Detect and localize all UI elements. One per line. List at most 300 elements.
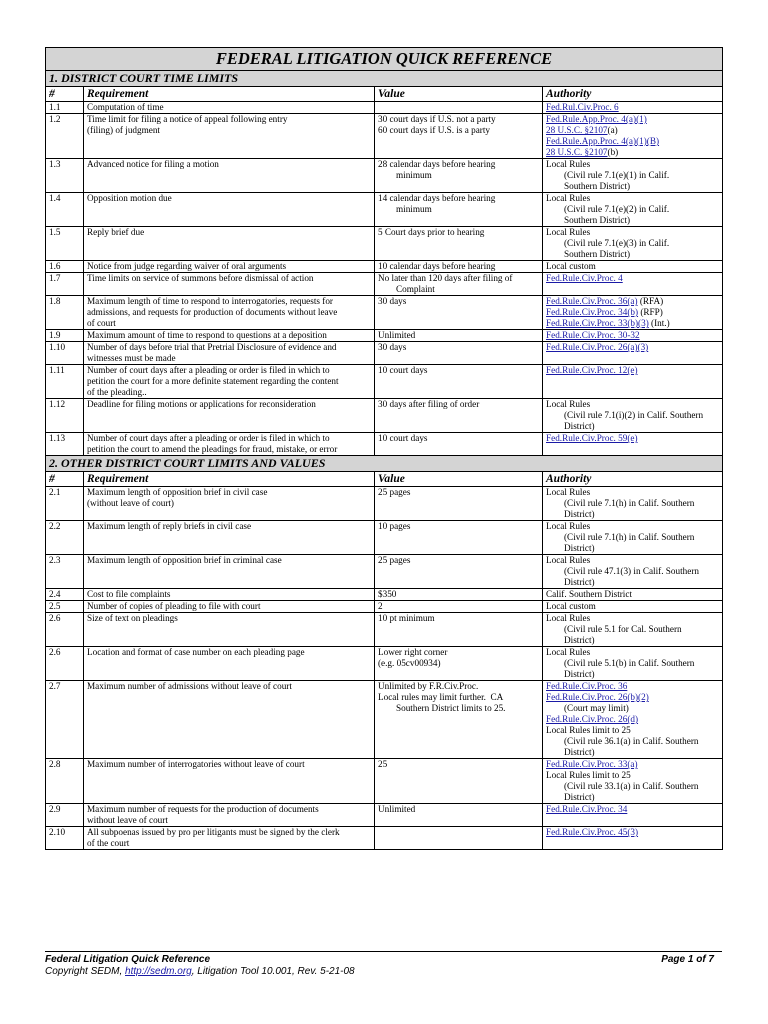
requirement-cell	[84, 555, 375, 589]
requirement-text: Time limit for filing a notice of appeal following entry	[87, 114, 288, 124]
authority-line	[546, 342, 719, 353]
authority-link[interactable]: Fed.Rule.Civ.Proc. 33(a)	[546, 759, 638, 769]
authority-cell	[543, 433, 723, 456]
authority-line	[546, 170, 719, 181]
authority-link[interactable]: Fed.Rule.App.Proc. 4(a)(1)	[546, 114, 647, 124]
table-row	[46, 330, 723, 342]
authority-cell	[543, 365, 723, 399]
requirement-cell	[84, 521, 375, 555]
table-row	[46, 521, 723, 555]
authority-line	[546, 487, 719, 498]
requirement-cell	[84, 681, 375, 759]
value-cell	[375, 399, 543, 433]
authority-cell	[543, 613, 723, 647]
authority-text: Local Rules	[546, 613, 591, 623]
authority-link[interactable]: Fed.Rule.App.Proc. 4(a)(1)(B)	[546, 136, 660, 146]
authority-suffix: (RFA)	[637, 296, 664, 306]
value-cell	[375, 601, 543, 613]
value-text: Southern District limits to 25.	[396, 703, 506, 713]
authority-line	[546, 792, 719, 803]
requirement-cell	[84, 296, 375, 330]
requirement-cell	[84, 102, 375, 114]
authority-line	[546, 566, 719, 577]
authority-line	[546, 125, 719, 136]
requirement-cell	[84, 114, 375, 159]
authority-line	[546, 703, 719, 714]
authority-line	[546, 159, 719, 170]
requirement-text: of court	[87, 318, 116, 328]
table-row	[46, 681, 723, 759]
authority-line	[546, 647, 719, 658]
requirement-text: Number of copies of pleading to file with court	[87, 601, 261, 611]
row-number: 1.10	[46, 342, 84, 365]
authority-link[interactable]: Fed.Rule.Civ.Proc. 26(b)(2)	[546, 692, 649, 702]
requirement-text: witnesses must be made	[87, 353, 176, 363]
requirement-text: Maximum length of opposition brief in civil case	[87, 487, 268, 497]
authority-cell	[543, 804, 723, 827]
authority-link[interactable]: Fed.Rule.Civ.Proc. 26(a)(3)	[546, 342, 649, 352]
authority-cell	[543, 827, 723, 850]
reference-sheet	[45, 47, 722, 850]
authority-line	[546, 759, 719, 770]
authority-line	[546, 193, 719, 204]
authority-text: Local Rules	[546, 193, 591, 203]
authority-line	[546, 555, 719, 566]
requirement-text: without leave of court	[87, 815, 168, 825]
authority-text: District)	[564, 669, 595, 679]
sedm-link[interactable]: http://sedm.org	[125, 966, 192, 977]
authority-suffix: (RFP)	[638, 307, 663, 317]
table-row	[46, 193, 723, 227]
requirement-cell	[84, 193, 375, 227]
section-heading: 1. DISTRICT COURT TIME LIMITS	[46, 71, 723, 87]
value-cell	[375, 827, 543, 850]
value-text: 14 calendar days before hearing	[378, 193, 496, 203]
value-text: 10 pages	[378, 521, 411, 531]
authority-text: Local Rules	[546, 227, 591, 237]
authority-link[interactable]: Fed.Rule.Civ.Proc. 45(3)	[546, 827, 639, 837]
authority-text: Local custom	[546, 261, 596, 271]
table-row	[46, 827, 723, 850]
requirement-cell	[84, 399, 375, 433]
authority-line	[546, 307, 719, 318]
authority-text: Local Rules	[546, 521, 591, 531]
authority-text: (Civil rule 7.1(i)(2) in Calif. Southern	[564, 410, 704, 420]
table-row	[46, 273, 723, 296]
requirement-text: Advanced notice for filing a motion	[87, 159, 219, 169]
requirement-text: (filing) of judgment	[87, 125, 160, 135]
row-number: 2.1	[46, 487, 84, 521]
value-text: $350	[378, 589, 397, 599]
column-header-num: #	[46, 87, 84, 102]
authority-line	[546, 136, 719, 147]
requirement-text: Size of text on pleadings	[87, 613, 178, 623]
value-cell	[375, 330, 543, 342]
row-number: 2.4	[46, 589, 84, 601]
authority-line	[546, 114, 719, 125]
value-cell	[375, 613, 543, 647]
column-header-row	[46, 472, 723, 487]
row-number: 1.6	[46, 261, 84, 273]
authority-text: Local Rules	[546, 555, 591, 565]
requirement-cell	[84, 365, 375, 399]
requirement-text: admissions, and requests for production of documents without leave	[87, 307, 338, 317]
value-text: Unlimited by F.R.Civ.Proc.	[378, 681, 479, 691]
authority-link[interactable]: Fed.Rule.Civ.Proc. 30-32	[546, 330, 640, 340]
authority-suffix: (Int.)	[648, 318, 670, 328]
row-number: 1.2	[46, 114, 84, 159]
requirement-cell	[84, 261, 375, 273]
value-text: Local rules may limit further. CA	[378, 692, 504, 702]
value-cell	[375, 159, 543, 193]
authority-line	[546, 681, 719, 692]
authority-line	[546, 577, 719, 588]
authority-text: Local Rules limit to 25	[546, 725, 631, 735]
authority-line	[546, 827, 719, 838]
authority-text: (Civil rule 33.1(a) in Calif. Southern	[564, 781, 699, 791]
row-number: 1.12	[46, 399, 84, 433]
requirement-text: Notice from judge regarding waiver of oral arguments	[87, 261, 287, 271]
requirement-cell	[84, 589, 375, 601]
requirement-cell	[84, 759, 375, 804]
footer-title: Federal Litigation Quick Reference	[45, 954, 211, 965]
row-number: 1.8	[46, 296, 84, 330]
row-number: 1.3	[46, 159, 84, 193]
authority-text: District)	[564, 577, 595, 587]
row-number: 1.4	[46, 193, 84, 227]
authority-line	[546, 736, 719, 747]
requirement-text: petition the court for a more definite statement regarding the content	[87, 376, 339, 386]
value-cell	[375, 102, 543, 114]
authority-text: Local Rules	[546, 647, 591, 657]
authority-cell	[543, 102, 723, 114]
value-text: 30 days after filing of order	[378, 399, 480, 409]
value-text: 30 days	[378, 296, 407, 306]
row-number: 2.5	[46, 601, 84, 613]
row-number: 2.6	[46, 613, 84, 647]
requirement-text: Number of days before trial that Pretrial Disclosure of evidence and	[87, 342, 337, 352]
authority-line	[546, 147, 719, 158]
row-number: 2.9	[46, 804, 84, 827]
row-number: 1.11	[46, 365, 84, 399]
authority-line	[546, 714, 719, 725]
authority-link[interactable]: Fed.Rule.Civ.Proc. 59(e)	[546, 433, 638, 443]
value-cell	[375, 647, 543, 681]
authority-line	[546, 181, 719, 192]
row-number: 2.10	[46, 827, 84, 850]
value-text: Unlimited	[378, 330, 416, 340]
value-text: 25	[378, 759, 388, 769]
column-header-req: Requirement	[84, 87, 375, 102]
authority-link[interactable]: Fed.Rule.Civ.Proc. 26(d)	[546, 714, 639, 724]
authority-line	[546, 658, 719, 669]
authority-cell	[543, 759, 723, 804]
column-header-req: Requirement	[84, 472, 375, 487]
authority-cell	[543, 273, 723, 296]
authority-text: (Court may limit)	[564, 703, 629, 713]
table-row	[46, 102, 723, 114]
value-text: 30 court days if U.S. not a party	[378, 114, 496, 124]
requirement-cell	[84, 647, 375, 681]
authority-line	[546, 509, 719, 520]
authority-link[interactable]: Fed.Rule.Civ.Proc. 36	[546, 681, 628, 691]
authority-link[interactable]: Fed.Rule.Civ.Proc. 36(a)	[546, 296, 638, 306]
authority-text: Local Rules	[546, 159, 591, 169]
authority-line	[546, 421, 719, 432]
table-row	[46, 342, 723, 365]
value-text: 60 court days if U.S. is a party	[378, 125, 491, 135]
authority-text: (Civil rule 7.1(h) in Calif. Southern	[564, 498, 695, 508]
authority-cell	[543, 521, 723, 555]
authority-cell	[543, 487, 723, 521]
authority-text: District)	[564, 635, 595, 645]
authority-text: Local Rules	[546, 399, 591, 409]
table-row	[46, 804, 723, 827]
authority-link[interactable]: Fed.Rule.Civ.Proc. 33(b)(3)	[546, 318, 649, 328]
authority-text: Southern District)	[564, 181, 631, 191]
authority-link[interactable]: 28 U.S.C. §2107	[546, 125, 608, 135]
value-cell	[375, 261, 543, 273]
requirement-text: Opposition motion due	[87, 193, 172, 203]
section-header-row	[46, 71, 723, 87]
authority-text: Local Rules limit to 25	[546, 770, 631, 780]
requirement-cell	[84, 804, 375, 827]
authority-text: (Civil rule 5.1 for Cal. Southern	[564, 624, 682, 634]
authority-cell	[543, 330, 723, 342]
authority-cell	[543, 159, 723, 193]
authority-line	[546, 227, 719, 238]
authority-text: (Civil rule 7.1(e)(3) in Calif.	[564, 238, 670, 248]
row-number: 1.5	[46, 227, 84, 261]
authority-text: Southern District)	[564, 249, 631, 259]
authority-line	[546, 261, 719, 272]
authority-cell	[543, 555, 723, 589]
requirement-cell	[84, 613, 375, 647]
value-text: (e.g. 05cv00934)	[378, 658, 441, 668]
authority-cell	[543, 227, 723, 261]
authority-cell	[543, 601, 723, 613]
requirement-cell	[84, 342, 375, 365]
value-text: 2	[378, 601, 383, 611]
table-row	[46, 159, 723, 193]
column-header-auth: Authority	[543, 87, 723, 102]
copyright-text: Copyright SEDM,	[45, 966, 126, 977]
authority-line	[546, 215, 719, 226]
authority-text: Local custom	[546, 601, 596, 611]
requirement-text: Maximum length of reply briefs in civil case	[87, 521, 252, 531]
requirement-cell	[84, 827, 375, 850]
row-number: 2.3	[46, 555, 84, 589]
authority-line	[546, 433, 719, 444]
requirement-text: All subpoenas issued by pro per litigants must be signed by the clerk	[87, 827, 340, 837]
title-row	[46, 48, 723, 71]
row-number: 1.9	[46, 330, 84, 342]
value-cell	[375, 555, 543, 589]
value-cell	[375, 433, 543, 456]
table-row	[46, 296, 723, 330]
authority-text: District)	[564, 421, 595, 431]
value-cell	[375, 804, 543, 827]
authority-line	[546, 318, 719, 329]
requirement-text: Maximum number of requests for the production of documents	[87, 804, 319, 814]
requirement-cell	[84, 487, 375, 521]
authority-link[interactable]: Fed.Rule.Civ.Proc. 12(e)	[546, 365, 638, 375]
authority-text: Southern District)	[564, 215, 631, 225]
value-text: 10 pt minimum	[378, 613, 435, 623]
value-text: Unlimited	[378, 804, 416, 814]
requirement-text: of the court	[87, 838, 130, 848]
value-cell	[375, 759, 543, 804]
value-cell	[375, 193, 543, 227]
value-cell	[375, 487, 543, 521]
requirement-cell	[84, 601, 375, 613]
requirement-text: of the pleading..	[87, 387, 147, 397]
requirement-text: petition the court to amend the pleadings for fraud, mistake, or error	[87, 444, 338, 454]
value-text: 10 court days	[378, 433, 428, 443]
table-row	[46, 759, 723, 804]
value-cell	[375, 342, 543, 365]
authority-line	[546, 521, 719, 532]
requirement-cell	[84, 227, 375, 261]
authority-line	[546, 296, 719, 307]
authority-line	[546, 601, 719, 612]
authority-line	[546, 669, 719, 680]
row-number: 2.7	[46, 681, 84, 759]
value-text: No later than 120 days after filing of	[378, 273, 513, 283]
requirement-text: Reply brief due	[87, 227, 145, 237]
authority-line	[546, 410, 719, 421]
authority-text: (Civil rule 36.1(a) in Calif. Southern	[564, 736, 699, 746]
authority-link[interactable]: Fed.Rule.Civ.Proc. 34(b)	[546, 307, 639, 317]
row-number: 2.2	[46, 521, 84, 555]
page-title: FEDERAL LITIGATION QUICK REFERENCE	[46, 48, 723, 71]
authority-link[interactable]: Fed.Rul.Civ.Proc. 6	[546, 102, 619, 112]
authority-line	[546, 624, 719, 635]
authority-suffix: (a)	[607, 125, 618, 135]
value-text: Lower right corner	[378, 647, 448, 657]
requirement-text: Number of court days after a pleading or order is filed in which to	[87, 365, 330, 375]
requirement-text: Cost to file complaints	[87, 589, 171, 599]
requirement-cell	[84, 159, 375, 193]
value-cell	[375, 114, 543, 159]
section-header-row	[46, 456, 723, 472]
authority-cell	[543, 647, 723, 681]
authority-line	[546, 238, 719, 249]
authority-text: Local Rules	[546, 487, 591, 497]
authority-line	[546, 781, 719, 792]
authority-cell	[543, 114, 723, 159]
value-cell	[375, 273, 543, 296]
authority-text: District)	[564, 543, 595, 553]
authority-line	[546, 249, 719, 260]
authority-cell	[543, 342, 723, 365]
authority-cell	[543, 296, 723, 330]
column-header-auth: Authority	[543, 472, 723, 487]
row-number: 1.1	[46, 102, 84, 114]
authority-line	[546, 498, 719, 509]
requirement-cell	[84, 433, 375, 456]
requirement-text: Computation of time	[87, 102, 164, 112]
authority-cell	[543, 681, 723, 759]
requirement-text: Location and format of case number on each pleading page	[87, 647, 305, 657]
value-cell	[375, 681, 543, 759]
authority-text: (Civil rule 7.1(h) in Calif. Southern	[564, 532, 695, 542]
value-text: 25 pages	[378, 487, 411, 497]
value-text: minimum	[396, 204, 432, 214]
authority-text: District)	[564, 792, 595, 802]
authority-cell	[543, 261, 723, 273]
copyright-suffix: , Litigation Tool 10.001, Rev. 5-21-08	[191, 966, 355, 977]
page-footer	[45, 951, 722, 977]
requirement-text: Time limits on service of summons before dismissal of action	[87, 273, 314, 283]
requirement-text: Maximum length of time to respond to interrogatories, requests for	[87, 296, 333, 306]
value-text: 25 pages	[378, 555, 411, 565]
reference-table	[45, 47, 723, 850]
requirement-cell	[84, 273, 375, 296]
authority-line	[546, 770, 719, 781]
row-number: 1.7	[46, 273, 84, 296]
value-cell	[375, 521, 543, 555]
value-cell	[375, 296, 543, 330]
value-text: 5 Court days prior to hearing	[378, 227, 485, 237]
requirement-text: Deadline for filing motions or applications for reconsideration	[87, 399, 316, 409]
footer-copyright	[45, 966, 355, 977]
table-row	[46, 601, 723, 613]
requirement-text: Number of court days after a pleading or order is filed in which to	[87, 433, 330, 443]
table-row	[46, 261, 723, 273]
table-row	[46, 399, 723, 433]
value-cell	[375, 589, 543, 601]
row-number: 2.8	[46, 759, 84, 804]
row-number: 2.6	[46, 647, 84, 681]
table-row	[46, 555, 723, 589]
authority-text: (Civil rule 5.1(b) in Calif. Southern	[564, 658, 695, 668]
authority-line	[546, 102, 719, 113]
value-cell	[375, 227, 543, 261]
authority-text: District)	[564, 747, 595, 757]
authority-text: (Civil rule 47.1(3) in Calif. Southern	[564, 566, 699, 576]
authority-line	[546, 399, 719, 410]
value-cell	[375, 365, 543, 399]
authority-line	[546, 589, 719, 600]
requirement-text: (without leave of court)	[87, 498, 174, 508]
authority-link[interactable]: Fed.Rule.Civ.Proc. 34	[546, 804, 628, 814]
footer-page-number: Page 1 of 7	[661, 954, 714, 965]
table-row	[46, 114, 723, 159]
authority-line	[546, 365, 719, 376]
authority-text: Calif. Southern District	[546, 589, 632, 599]
requirement-text: Maximum length of opposition brief in criminal case	[87, 555, 282, 565]
authority-line	[546, 692, 719, 703]
authority-text: (Civil rule 7.1(e)(2) in Calif.	[564, 204, 670, 214]
value-text: 10 court days	[378, 365, 428, 375]
value-text: 28 calendar days before hearing	[378, 159, 496, 169]
authority-link[interactable]: Fed.Rule.Civ.Proc. 4	[546, 273, 623, 283]
authority-link[interactable]: 28 U.S.C. §2107	[546, 147, 608, 157]
authority-cell	[543, 399, 723, 433]
column-header-num: #	[46, 472, 84, 487]
requirement-text: Maximum number of interrogatories without leave of court	[87, 759, 305, 769]
table-row	[46, 365, 723, 399]
table-row	[46, 647, 723, 681]
authority-line	[546, 613, 719, 624]
authority-line	[546, 532, 719, 543]
table-row	[46, 433, 723, 456]
authority-cell	[543, 589, 723, 601]
value-text: 10 calendar days before hearing	[378, 261, 496, 271]
authority-text: (Civil rule 7.1(e)(1) in Calif.	[564, 170, 670, 180]
column-header-row	[46, 87, 723, 102]
